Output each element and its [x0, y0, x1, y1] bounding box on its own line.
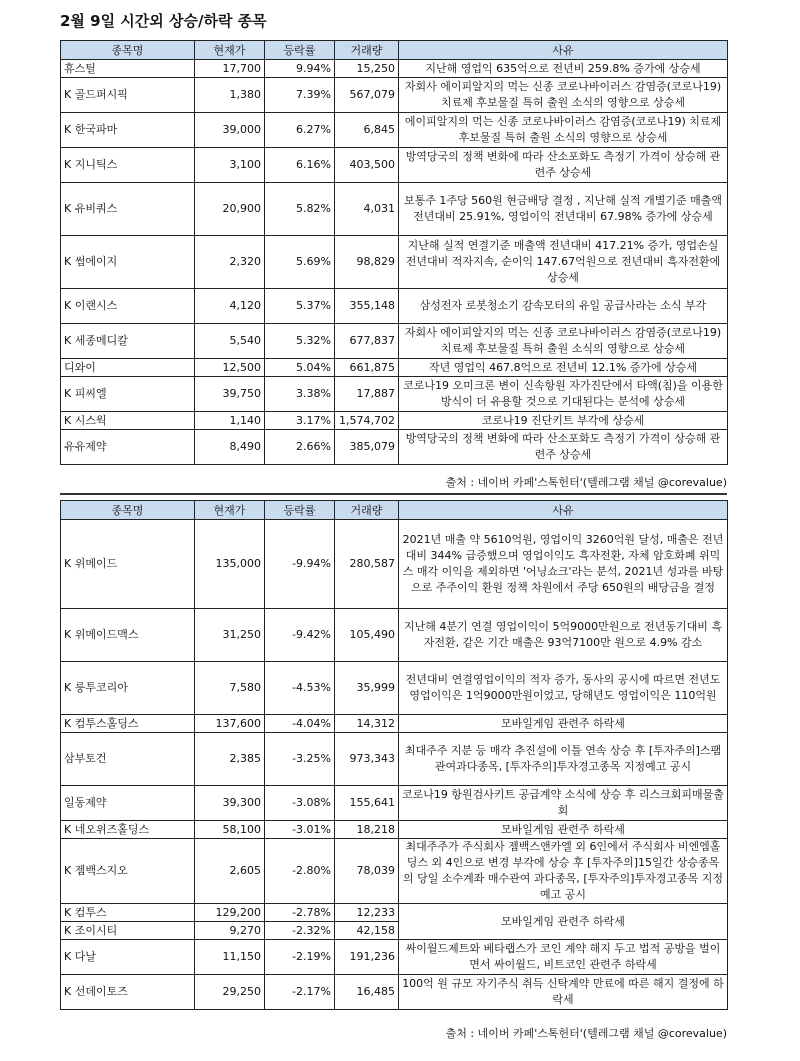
reason-cell: 모바일게임 관련주 하락세 — [399, 715, 728, 733]
price-cell: 3,100 — [195, 148, 265, 183]
reason-cell: 보통주 1주당 560원 현금배당 결정 , 지난해 실적 개별기준 매출액 전년대비 25.91%, 영업이익 전년대비 67.98% 증가에 상승세 — [399, 183, 728, 236]
reason-cell: 코로나19 항원검사키트 공급계약 소식에 상승 후 리스크회피매물출회 — [399, 786, 728, 821]
table-row — [61, 904, 728, 922]
table-row — [61, 940, 728, 975]
stock-name-cell: K 선데이토즈 — [61, 975, 195, 1010]
stock-name-cell: K 피씨엘 — [61, 377, 195, 412]
table-row — [61, 113, 728, 148]
price-cell: 1,140 — [195, 412, 265, 430]
change-cell: 7.39% — [265, 78, 335, 113]
table-header-row — [61, 501, 728, 520]
header-reason: 사유 — [399, 501, 728, 520]
price-cell: 1,380 — [195, 78, 265, 113]
change-cell: -2.17% — [265, 975, 335, 1010]
volume-cell: 567,079 — [335, 78, 399, 113]
table-row — [61, 821, 728, 839]
price-cell: 39,750 — [195, 377, 265, 412]
price-cell: 29,250 — [195, 975, 265, 1010]
reason-cell: 에이피알지의 먹는 신종 코로나바이러스 감염증(코로나19) 치료제 후보물질 특허 출원 소식의 영향으로 상승세 — [399, 113, 728, 148]
change-cell: 5.37% — [265, 289, 335, 324]
table-row — [61, 377, 728, 412]
reason-cell: 자회사 에이피알지의 먹는 신종 코로나바이러스 감염증(코로나19) 치료제 후보물질 특허 출원 소식의 영향으로 상승세 — [399, 324, 728, 359]
price-cell: 135,000 — [195, 520, 265, 609]
stock-name-cell: K 조이시티 — [61, 922, 195, 940]
price-cell: 5,540 — [195, 324, 265, 359]
header-volume: 거래량 — [335, 501, 399, 520]
reason-cell: 싸이월드제트와 베타랩스가 코인 계약 해지 두고 법적 공방을 벌이면서 싸이월드, 비트코인 관련주 하락세 — [399, 940, 728, 975]
price-cell: 137,600 — [195, 715, 265, 733]
table-row — [61, 733, 728, 786]
reason-cell: 지난해 4분기 연결 영업이익이 5억9000만원으로 전년동기대비 흑자전환, 같은 기간 매출은 93억7100만 원으로 4.9% 감소 — [399, 609, 728, 662]
change-cell: -2.19% — [265, 940, 335, 975]
change-cell: 5.04% — [265, 359, 335, 377]
change-cell: 5.32% — [265, 324, 335, 359]
header-reason: 사유 — [399, 41, 728, 60]
stock-name-cell: 디와이 — [61, 359, 195, 377]
reason-cell: 최대주주가 주식회사 젬백스앤카엘 외 6인에서 주식회사 비엔엠홀딩스 외 4인으로 변경 부각에 상승 후 [투자주의]15일간 상승종목의 당일 소수계좌 매수관여 과다종목, [투자주의]투자경고종목 지정예고 공시 — [399, 839, 728, 904]
stock-name-cell: K 세종메디칼 — [61, 324, 195, 359]
reason-cell: 삼성전자 로봇청소기 감속모터의 유일 공급사라는 소식 부각 — [399, 289, 728, 324]
price-cell: 17,700 — [195, 60, 265, 78]
volume-cell: 385,079 — [335, 430, 399, 465]
change-cell: 6.16% — [265, 148, 335, 183]
volume-cell: 677,837 — [335, 324, 399, 359]
header-price: 현재가 — [195, 41, 265, 60]
page-title: 2월 9일 시간외 상승/하락 종목 — [60, 12, 267, 30]
change-cell: 2.66% — [265, 430, 335, 465]
table-row — [61, 715, 728, 733]
volume-cell: 4,031 — [335, 183, 399, 236]
volume-cell: 17,887 — [335, 377, 399, 412]
price-cell: 2,320 — [195, 236, 265, 289]
price-cell: 4,120 — [195, 289, 265, 324]
price-cell: 2,605 — [195, 839, 265, 904]
volume-cell: 973,343 — [335, 733, 399, 786]
volume-cell: 78,039 — [335, 839, 399, 904]
stock-name-cell: K 시스웍 — [61, 412, 195, 430]
stock-name-cell: 휴스틸 — [61, 60, 195, 78]
volume-cell: 18,218 — [335, 821, 399, 839]
header-price: 현재가 — [195, 501, 265, 520]
volume-cell: 1,574,702 — [335, 412, 399, 430]
price-cell: 20,900 — [195, 183, 265, 236]
reason-cell: 100억 원 규모 자기주식 취득 신탁계약 만료에 따른 해지 결정에 하락세 — [399, 975, 728, 1010]
reason-cell: 코로나19 오미크론 변이 신속항원 자가진단에서 타액(침)을 이용한 방식이 더 유용할 것으로 기대된다는 분석에 상승세 — [399, 377, 728, 412]
table-row — [61, 148, 728, 183]
stock-name-cell: K 썸에이지 — [61, 236, 195, 289]
reason-cell: 작년 영업익 467.8억으로 전년비 12.1% 증가에 상승세 — [399, 359, 728, 377]
volume-cell: 16,485 — [335, 975, 399, 1010]
volume-cell: 6,845 — [335, 113, 399, 148]
reason-cell: 모바일게임 관련주 하락세 — [399, 821, 728, 839]
change-cell: -9.94% — [265, 520, 335, 609]
change-cell: -4.04% — [265, 715, 335, 733]
volume-cell: 35,999 — [335, 662, 399, 715]
stock-name-cell: K 룽투코리아 — [61, 662, 195, 715]
volume-cell: 155,641 — [335, 786, 399, 821]
reason-cell: 최대주주 지분 등 매각 추진설에 이틀 연속 상승 후 [투자주의]스팸관여과다종목, [투자주의]투자경고종목 지정예고 공시 — [399, 733, 728, 786]
table-row — [61, 609, 728, 662]
volume-cell: 15,250 — [335, 60, 399, 78]
table-row — [61, 662, 728, 715]
change-cell: 9.94% — [265, 60, 335, 78]
reason-cell: 방역당국의 정책 변화에 따라 산소포화도 측정기 가격이 상승해 관련주 상승세 — [399, 148, 728, 183]
price-cell: 11,150 — [195, 940, 265, 975]
header-volume: 거래량 — [335, 41, 399, 60]
source-note: 출처 : 네이버 카페'스톡헌터'(텔레그램 채널 @corevalue) — [445, 1027, 727, 1040]
volume-cell: 12,233 — [335, 904, 399, 922]
stock-name-cell: 삼부토건 — [61, 733, 195, 786]
stock-name-cell: K 젬백스지오 — [61, 839, 195, 904]
table-header-row — [61, 41, 728, 60]
price-cell: 9,270 — [195, 922, 265, 940]
table-row — [61, 236, 728, 289]
table-row — [61, 839, 728, 904]
change-cell: -3.08% — [265, 786, 335, 821]
volume-cell: 105,490 — [335, 609, 399, 662]
volume-cell: 14,312 — [335, 715, 399, 733]
table-row — [61, 289, 728, 324]
table-row — [61, 60, 728, 78]
table-row — [61, 430, 728, 465]
volume-cell: 191,236 — [335, 940, 399, 975]
reason-cell: 코로나19 진단키트 부각에 상승세 — [399, 412, 728, 430]
change-cell: -3.01% — [265, 821, 335, 839]
table-row — [61, 183, 728, 236]
price-cell: 58,100 — [195, 821, 265, 839]
change-cell: 6.27% — [265, 113, 335, 148]
change-cell: -3.25% — [265, 733, 335, 786]
source-note: 출처 : 네이버 카페'스톡헌터'(텔레그램 채널 @corevalue) — [445, 476, 727, 489]
price-cell: 7,580 — [195, 662, 265, 715]
volume-cell: 280,587 — [335, 520, 399, 609]
stock-name-cell: K 위메이드맥스 — [61, 609, 195, 662]
stock-name-cell: 유유제약 — [61, 430, 195, 465]
price-cell: 2,385 — [195, 733, 265, 786]
reason-cell: 2021년 매출 약 5610억원, 영업이익 3260억원 달성, 매출은 전년대비 344% 급증했으며 영업이익도 흑자전환, 자체 암호화폐 위믹스 매각 이익을 제외하면 '어닝쇼크'라는 분석, 2021년 성과를 바탕으로 주주이익 환원 정책 차원에서 주당 650원의 배당금을 결정 — [399, 520, 728, 609]
change-cell: -4.53% — [265, 662, 335, 715]
stock-name-cell: K 컴투스홀딩스 — [61, 715, 195, 733]
table-row — [61, 359, 728, 377]
falling-stocks-table — [60, 500, 728, 1010]
header-name: 종목명 — [61, 41, 195, 60]
reason-cell: 전년대비 연결영업이익의 적자 증가, 동사의 공시에 따르면 전년도 영업이익은 1억9000만원이었고, 당해년도 영업이익은 110억원 — [399, 662, 728, 715]
change-cell: 5.82% — [265, 183, 335, 236]
change-cell: 3.38% — [265, 377, 335, 412]
header-change: 등락률 — [265, 501, 335, 520]
table-row — [61, 520, 728, 609]
reason-cell: 지난해 영업익 635억으로 전년비 259.8% 증가에 상승세 — [399, 60, 728, 78]
price-cell: 31,250 — [195, 609, 265, 662]
change-cell: -2.80% — [265, 839, 335, 904]
divider — [60, 493, 727, 495]
change-cell: 5.69% — [265, 236, 335, 289]
stock-name-cell: 일동제약 — [61, 786, 195, 821]
price-cell: 39,000 — [195, 113, 265, 148]
change-cell: -2.78% — [265, 904, 335, 922]
reason-cell: 모바일게임 관련주 하락세 — [399, 904, 728, 940]
header-name: 종목명 — [61, 501, 195, 520]
stock-name-cell: K 유비쿼스 — [61, 183, 195, 236]
stock-name-cell: K 한국파마 — [61, 113, 195, 148]
volume-cell: 42,158 — [335, 922, 399, 940]
table-row — [61, 412, 728, 430]
rising-stocks-table — [60, 40, 728, 465]
volume-cell: 98,829 — [335, 236, 399, 289]
volume-cell: 403,500 — [335, 148, 399, 183]
table-row — [61, 975, 728, 1010]
price-cell: 129,200 — [195, 904, 265, 922]
stock-name-cell: K 지니틱스 — [61, 148, 195, 183]
stock-name-cell: K 네오위즈홀딩스 — [61, 821, 195, 839]
header-change: 등락률 — [265, 41, 335, 60]
volume-cell: 661,875 — [335, 359, 399, 377]
price-cell: 39,300 — [195, 786, 265, 821]
stock-name-cell: K 컴투스 — [61, 904, 195, 922]
table-row — [61, 78, 728, 113]
reason-cell: 지난해 실적 연결기준 매출액 전년대비 417.21% 증가, 영업손실 전년대비 적자지속, 순이익 147.67억원으로 전년대비 흑자전환에 상승세 — [399, 236, 728, 289]
table-row — [61, 324, 728, 359]
change-cell: 3.17% — [265, 412, 335, 430]
stock-name-cell: K 골드퍼시픽 — [61, 78, 195, 113]
reason-cell: 자회사 에이피알지의 먹는 신종 코로나바이러스 감염증(코로나19) 치료제 후보물질 특허 출원 소식의 영향으로 상승세 — [399, 78, 728, 113]
stock-name-cell: K 위메이드 — [61, 520, 195, 609]
change-cell: -9.42% — [265, 609, 335, 662]
reason-cell: 방역당국의 정책 변화에 따라 산소포화도 측정기 가격이 상승해 관련주 상승세 — [399, 430, 728, 465]
change-cell: -2.32% — [265, 922, 335, 940]
volume-cell: 355,148 — [335, 289, 399, 324]
stock-name-cell: K 이랜시스 — [61, 289, 195, 324]
price-cell: 8,490 — [195, 430, 265, 465]
price-cell: 12,500 — [195, 359, 265, 377]
table-row — [61, 786, 728, 821]
stock-name-cell: K 다날 — [61, 940, 195, 975]
